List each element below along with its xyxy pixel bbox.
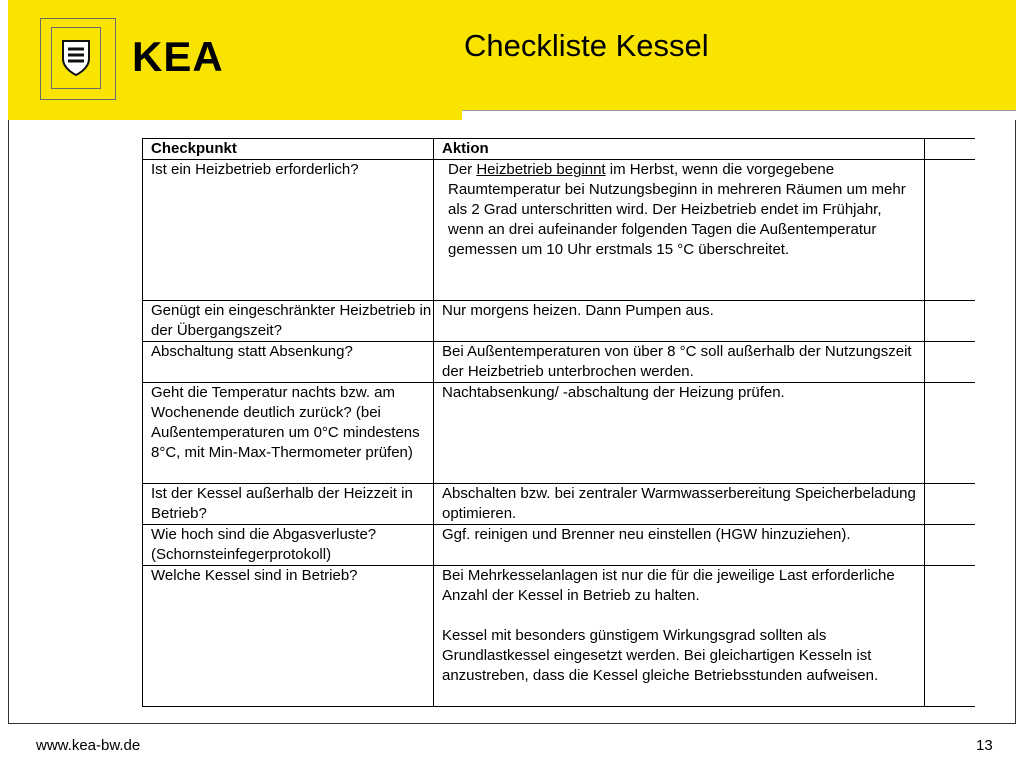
checkpoint-cell: Abschaltung statt Absenkung? — [143, 342, 434, 383]
extra-cell — [925, 160, 975, 301]
brand-logo-text: KEA — [132, 33, 224, 80]
action-cell — [434, 160, 925, 301]
table-row — [143, 301, 975, 342]
extra-cell — [925, 342, 975, 383]
checklist-table — [142, 138, 975, 707]
checkpoint-cell: Genügt ein eingeschränkter Heizbetrieb in der Übergangszeit? — [143, 301, 434, 342]
action-cell: Nachtabsenkung/ -abschaltung der Heizung prüfen. — [434, 383, 925, 484]
action-paragraph: Bei Mehrkesselanlagen ist nur die für die jeweilige Last erforderliche Anzahl der Kessel in Betrieb zu halten. — [442, 567, 895, 604]
logo-frame — [40, 18, 116, 100]
action-text: im Herbst, wenn die vorgegebene Raumtemperatur bei Nutzungsbeginn in mehreren Räumen um mehr als 2 Grad unterschritten wird. Der Heizbetrieb endet im Frühjahr, wenn an drei aufeinander folgenden Tagen die Außentemperatur gemessen um 10 Uhr erstmals 15 °C überschreitet. — [448, 161, 906, 258]
coat-of-arms-icon — [51, 27, 101, 89]
checkpoint-cell: Ist der Kessel außerhalb der Heizzeit in Betrieb? — [143, 484, 434, 525]
table-row — [143, 566, 975, 707]
checkpoint-cell: Ist ein Heizbetrieb erforderlich? — [143, 160, 434, 301]
footer-website[interactable]: www.kea-bw.de — [36, 737, 141, 754]
action-cell: Bei Außentemperaturen von über 8 °C soll außerhalb der Nutzungszeit der Heizbetrieb unterbrochen werden. — [434, 342, 925, 383]
extra-cell — [925, 383, 975, 484]
page-title: Checkliste Kessel — [464, 28, 709, 63]
table-row — [143, 383, 975, 484]
extra-cell — [925, 566, 975, 707]
column-header-checkpoint: Checkpunkt — [143, 139, 434, 160]
heizbetrieb-beginnt-link[interactable]: Heizbetrieb beginnt — [476, 161, 606, 178]
extra-cell — [925, 484, 975, 525]
extra-cell — [925, 301, 975, 342]
checkpoint-cell: Geht die Temperatur nachts bzw. am Wochenende deutlich zurück? (bei Außentemperaturen um 0°C mindestens 8°C, mit Min-Max-Thermometer prüfen) — [143, 383, 434, 484]
action-paragraph: Kessel mit besonders günstigem Wirkungsgrad sollten als Grundlastkessel eingesetzt werden. Bei gleichartigen Kesseln ist anzustreben, dass die Kessel gleiche Betriebsstunden aufweisen. — [442, 627, 879, 684]
table-row — [143, 342, 975, 383]
page-number: 13 — [976, 737, 993, 754]
paragraph-gap — [442, 606, 924, 626]
action-cell: Ggf. reinigen und Brenner neu einstellen (HGW hinzuziehen). — [434, 525, 925, 566]
action-text: Der — [448, 161, 477, 178]
action-cell: Nur morgens heizen. Dann Pumpen aus. — [434, 301, 925, 342]
extra-cell — [925, 525, 975, 566]
checkpoint-cell: Wie hoch sind die Abgasverluste? (Schornsteinfegerprotokoll) — [143, 525, 434, 566]
table-header-row — [143, 139, 975, 160]
table-row — [143, 160, 975, 301]
column-header-action: Aktion — [434, 139, 925, 160]
checkpoint-cell: Welche Kessel sind in Betrieb? — [143, 566, 434, 707]
table-row — [143, 484, 975, 525]
action-cell: Abschalten bzw. bei zentraler Warmwasserbereitung Speicherbeladung optimieren. — [434, 484, 925, 525]
table-row — [143, 525, 975, 566]
action-cell — [434, 566, 925, 707]
column-header-extra — [925, 139, 975, 160]
